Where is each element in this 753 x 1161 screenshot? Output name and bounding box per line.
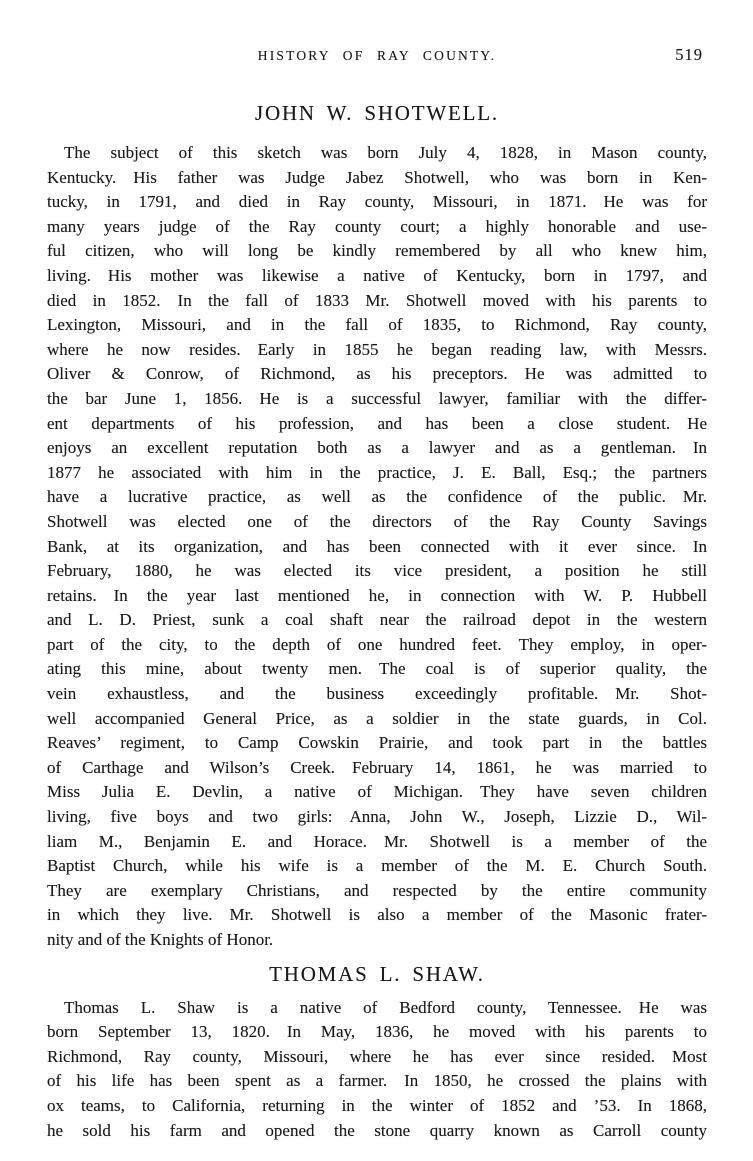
text-line: and L. D. Priest, sunk a coal shaft near the railroad depot in the western (47, 610, 707, 630)
article-title-thomas-l-shaw: THOMAS L. SHAW. (269, 961, 485, 986)
text-line: Bank, at its organization, and has been connected with it ever since. In (47, 536, 707, 556)
text-line: They are exemplary Christians, and respected by the entire community (47, 880, 707, 900)
biography-paragraph-shotwell (47, 141, 707, 953)
text-line: living, five boys and two girls: Anna, John W., Joseph, Lizzie D., Wil- (47, 807, 707, 827)
text-line: ent departments of his profession, and has been a close student. He (47, 413, 707, 433)
text-line: Oliver & Conrow, of Richmond, as his preceptors. He was admitted to (47, 364, 707, 384)
text-line: living. His mother was likewise a native of Kentucky, born in 1797, and (47, 265, 707, 285)
text-line: 1877 he associated with him in the practice, J. E. Ball, Esq.; the partners (47, 462, 707, 482)
text-line: Richmond, Ray county, Missouri, where he has ever since resided. Most (47, 1046, 707, 1066)
text-line: he sold his farm and opened the stone quarry known as Carroll county (47, 1120, 707, 1140)
text-line: Kentucky. His father was Judge Jabez Shotwell, who was born in Ken- (47, 167, 707, 187)
text-line: nity and of the Knights of Honor. (47, 930, 274, 949)
text-line: where he now resides. Early in 1855 he began reading law, with Messrs. (47, 339, 707, 359)
text-line: tucky, in 1791, and died in Ray county, Missouri, in 1871. He was for (47, 192, 707, 212)
text-line: of his life has been spent as a farmer. In 1850, he crossed the plains with (47, 1071, 707, 1091)
text-line: Miss Julia E. Devlin, a native of Michigan. They have seven children (47, 782, 707, 802)
text-line: born September 13, 1820. In May, 1836, he moved with his parents to (47, 1022, 707, 1042)
text-line: Baptist Church, while his wife is a member of the M. E. Church South. (47, 856, 707, 876)
text-line: have a lucrative practice, as well as the confidence of the public. Mr. (47, 487, 707, 507)
text-line: ful citizen, who will long be kindly remembered by all who knew him, (47, 241, 707, 261)
text-line: ating this mine, about twenty men. The coal is of superior quality, the (47, 659, 707, 679)
text-line: Lexington, Missouri, and in the fall of 1835, to Richmond, Ray county, (47, 315, 707, 335)
text-line: February, 1880, he was elected its vice president, a position he still (47, 561, 707, 581)
article-title-john-w-shotwell: JOHN W. SHOTWELL. (255, 101, 499, 125)
text-line: many years judge of the Ray county court; a highly honorable and use- (47, 216, 707, 236)
text-line: well accompanied General Price, as a soldier in the state guards, in Col. (47, 708, 707, 728)
page-header (47, 46, 707, 68)
text-line: liam M., Benjamin E. and Horace. Mr. Shotwell is a member of the (47, 831, 707, 851)
text-line: enjoys an excellent reputation both as a lawyer and as a gentleman. In (47, 438, 707, 458)
page-number: 519 (675, 45, 703, 64)
text-line: the bar June 1, 1856. He is a successful lawyer, familiar with the differ- (47, 388, 707, 408)
book-page (47, 0, 707, 1143)
text-line: Thomas L. Shaw is a native of Bedford county, Tennessee. He was (64, 997, 707, 1017)
text-line: part of the city, to the depth of one hundred feet. They employ, in oper- (47, 634, 707, 654)
text-line: Shotwell was elected one of the directors of the Ray County Savings (47, 511, 707, 531)
text-line: retains. In the year last mentioned he, in connection with W. P. Hubbell (47, 585, 707, 605)
text-line: Reaves’ regiment, to Camp Cowskin Prairie, and took part in the battles (47, 733, 707, 753)
text-line: in which they live. Mr. Shotwell is also a member of the Masonic frater- (47, 905, 707, 925)
text-line: of Carthage and Wilson’s Creek. February 14, 1861, he was married to (47, 757, 707, 777)
text-line: died in 1852. In the fall of 1833 Mr. Shotwell moved with his parents to (47, 290, 707, 310)
text-line: The subject of this sketch was born July 4, 1828, in Mason county, (64, 143, 707, 162)
biography-paragraph-shaw (47, 996, 707, 1144)
text-line: ox teams, to California, returning in the winter of 1852 and ’53. In 1868, (47, 1095, 707, 1115)
running-title: HISTORY OF RAY COUNTY. (257, 48, 497, 63)
text-line: vein exhaustless, and the business exceedingly profitable. Mr. Shot- (47, 684, 707, 704)
